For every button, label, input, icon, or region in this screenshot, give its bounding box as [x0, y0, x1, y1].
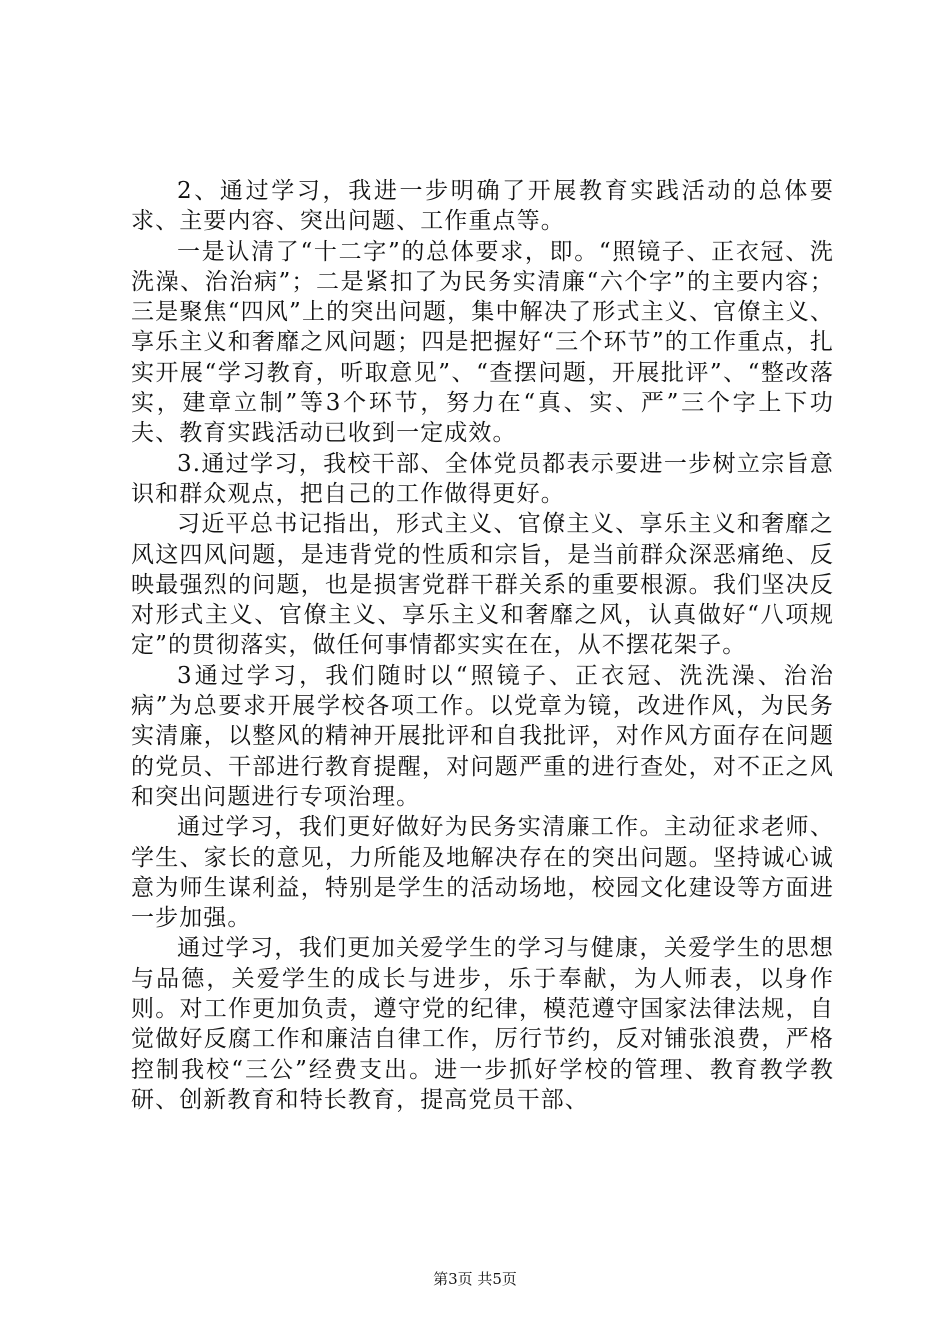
document-body: [131, 176, 834, 1115]
paragraph: 3.通过学习，我校干部、全体党员都表示要进一步树立宗旨意识和群众观点，把自己的工作做得更好。: [131, 450, 834, 507]
paragraph: 习近平总书记指出，形式主义、官僚主义、享乐主义和奢靡之风这四风问题，是违背党的性质和宗旨，是当前群众深恶痛绝、反映最强烈的问题，也是损害党群干群关系的重要根源。我们坚决反对形式主义、官僚主义、享乐主义和奢靡之风，认真做好“八项规定”的贯彻落实，做任何事情都实实在在，从不摆花架子。: [131, 511, 834, 659]
paragraph: 3通过学习，我们随时以“照镜子、正衣冠、洗洗澡、治治病”为总要求开展学校各项工作。以党章为镜，改进作风，为民务实清廉，以整风的精神开展批评和自我批评，对作风方面存在问题的党员、干部进行教育提醒，对问题严重的进行查处，对不正之风和突出问题进行专项治理。: [131, 662, 834, 810]
paragraph: 通过学习，我们更加关爱学生的学习与健康，关爱学生的思想与品德，关爱学生的成长与进步，乐于奉献，为人师表，以身作则。对工作更加负责，遵守党的纪律，模范遵守国家法律法规，自觉做好反腐工作和廉洁自律工作，厉行节约，反对铺张浪费，严格控制我校“三公”经费支出。进一步抓好学校的管理、教育教学教研、创新教育和特长教育，提高党员干部、: [131, 935, 834, 1113]
page-footer: [0, 1268, 950, 1289]
page-number: 第3页 共5页: [433, 1270, 517, 1288]
paragraph: 2、通过学习，我进一步明确了开展教育实践活动的总体要求、主要内容、突出问题、工作重点等。: [131, 178, 834, 235]
paragraph: 通过学习，我们更好做好为民务实清廉工作。主动征求老师、学生、家长的意见，力所能及地解决存在的突出问题。坚持诚心诚意为师生谋利益，特别是学生的活动场地，校园文化建设等方面进一步加强。: [131, 814, 834, 932]
paragraph: 一是认清了“十二字”的总体要求，即。“照镜子、正衣冠、洗洗澡、治治病”；二是紧扣了为民务实清廉“六个字”的主要内容；三是聚焦“四风”上的突出问题，集中解决了形式主义、官僚主义、享乐主义和奢靡之风问题；四是把握好“三个环节”的工作重点，扎实开展“学习教育，听取意见”、“查摆问题，开展批评”、“整改落实，建章立制”等3个环节，努力在“真、实、严”三个字上下功夫、教育实践活动已收到一定成效。: [131, 238, 834, 447]
